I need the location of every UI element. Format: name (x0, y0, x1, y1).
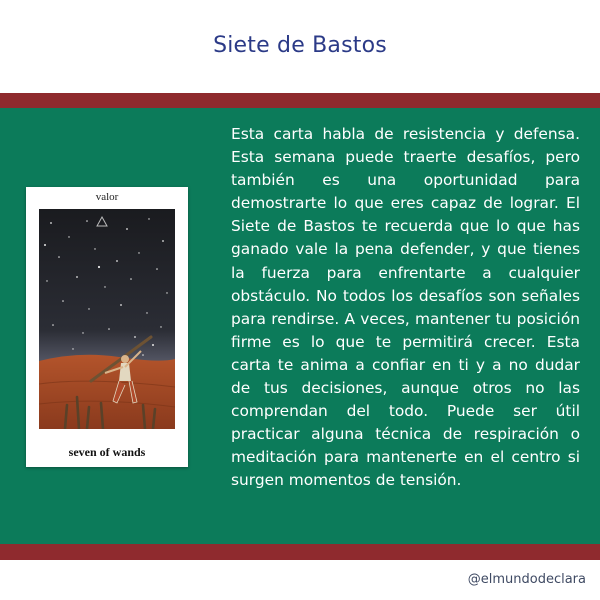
card-top-label: valor (95, 191, 119, 203)
page-title: Siete de Bastos (213, 33, 387, 58)
top-band (0, 93, 600, 108)
seven-of-wands-illustration-icon (39, 209, 175, 429)
tarot-card (26, 187, 188, 467)
card-bottom-label: seven of wands (68, 445, 146, 459)
description-text: Esta carta habla de resistencia y defensa. Esta semana puede traerte desafíos, pero también es una oportunidad para demostrarte lo que eres capaz de lograr. El Siete de Bastos te recuerda que lo que has ganado vale la pena defender, y que tienes la fuerza para enfrentarte a cualquier obstáculo. No todos los desafíos son señales para rendirse. A veces, mantener tu posición firme es lo que te permitirá crecer. Esta carta te anima a confiar en ti y a no dudar de tus decisiones, aunque otros no las comprendan del todo. Puede ser útil practicar alguna técnica de respiración o meditación para mantenerte en el centro si surgen momentos de tensión. (231, 125, 580, 490)
bottom-band (0, 544, 600, 560)
header (0, 0, 600, 93)
social-handle: @elmundodeclara (467, 572, 586, 587)
